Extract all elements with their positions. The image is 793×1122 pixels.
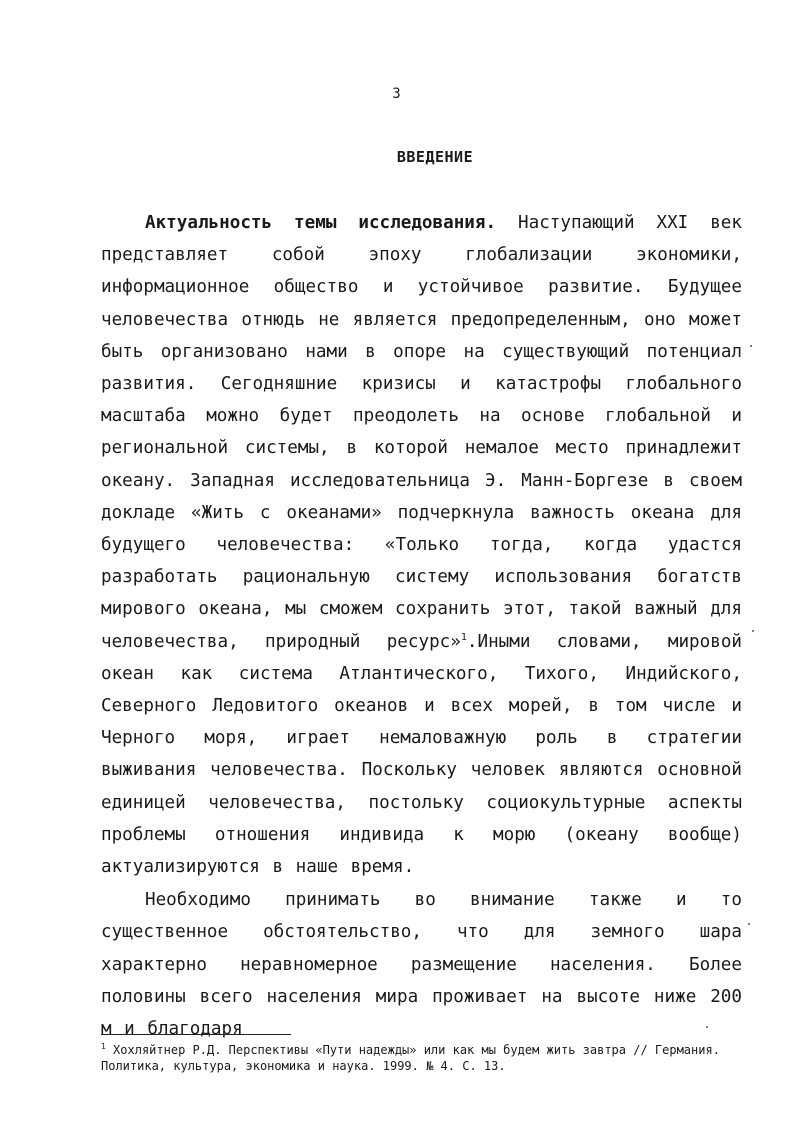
- paragraph-text-continued: .Иными словами, мировой океан как система Атлантического, Тихого, Индийского, Северного Ледовитого океанов и всех морей, в том числе и Черного моря, играет немаловажную роль в стратегии выживания человечества. Поскольку человек являются основной единицей человечества, постольку социокультурные аспекты проблемы отношения индивида к морю (океану вообще) актуализируются в наше время.: [101, 631, 742, 878]
- paragraph-population: Необходимо принимать во внимание также и то существенное обстоятельство, что для земного шара характерно неравномерное размещение населения. Более половины всего населения мира проживает на высоте ниже 200 м и благодаря: [101, 890, 742, 1040]
- page-number: 3: [392, 86, 401, 102]
- paragraph-text: Наступающий XXI век представляет собой эпоху глобализации экономики, информационное общество и устойчивое развитие. Будущее человечества отнюдь не является предопределенным, оно может быть организовано нами в опоре на существующий потенциал развития. Сегодняшние кризисы и катастрофы глобального масштаба можно будет преодолеть на основе глобальной и региональной системы, в которой немалое место принадлежит океану. Западная исследовательница Э. Манн-Боргезе в своем докладе «Жить с океанами» подчеркнула важность океана для будущего человечества: «Только тогда, когда удастся разработать рациональную систему использования богатств мирового океана, мы сможем сохранить этот, такой важный для человечества, природный ресурс»: [101, 213, 742, 652]
- footnote-divider: [101, 1034, 291, 1035]
- footnote-text: Хохляйтнер Р.Д. Перспективы «Пути надежды» или как мы будем жить завтра // Германия. Политика, культура, экономика и наука. 1999. № 4. С. 13.: [101, 1043, 720, 1073]
- scan-speck: [706, 1026, 708, 1028]
- body-text: [101, 207, 742, 1045]
- scan-speck: [750, 345, 752, 347]
- paragraph-relevance: [101, 207, 742, 883]
- footnote-marker: 1: [101, 1042, 106, 1051]
- scan-speck: [748, 923, 750, 925]
- footnote-reference: 1: [460, 631, 467, 643]
- scan-speck: [752, 630, 754, 632]
- footnote: [101, 1042, 741, 1074]
- paragraph-lead: Актуальность темы исследования.: [145, 213, 497, 233]
- section-heading: ВВЕДЕНИЕ: [396, 148, 474, 166]
